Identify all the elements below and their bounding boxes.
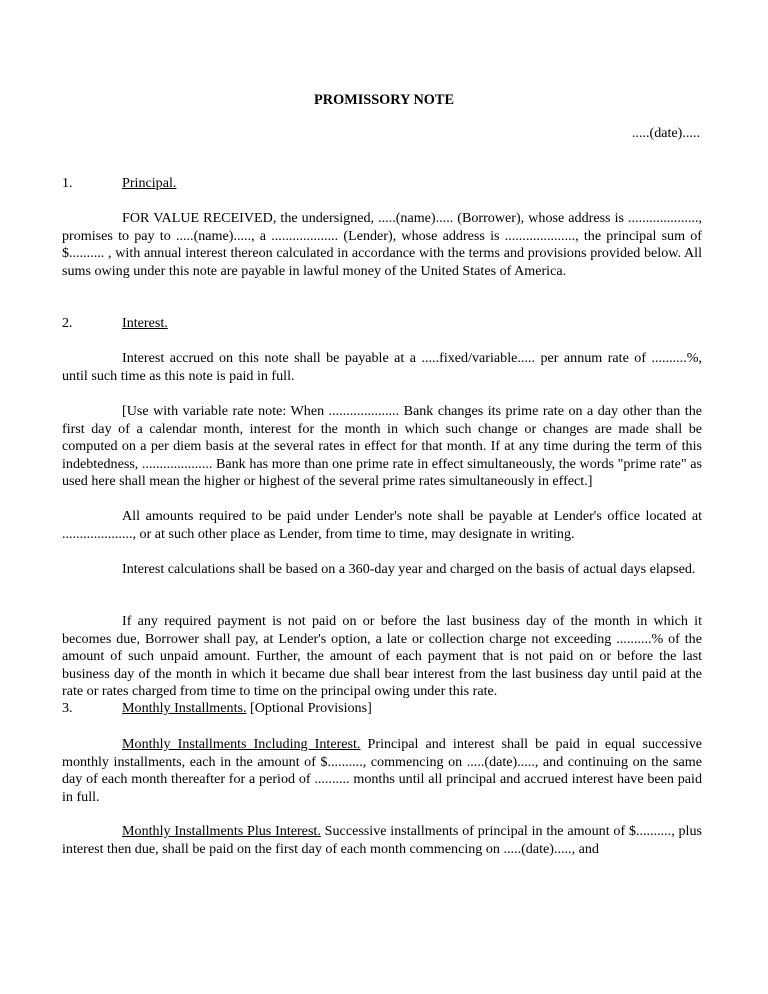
subsection-heading: Monthly Installments Plus Interest.	[122, 823, 321, 839]
section-heading: Interest.	[122, 315, 168, 331]
section-heading-note: [Optional Provisions]	[250, 700, 372, 716]
subsection-text: Successive installments of principal in the amount of $.........., plus interest then due, shall be paid on the first day of each month commencing on .....(date)....., and	[62, 823, 702, 857]
paragraph-interest-calculation: Interest calculations shall be based on a 360-day year and charged on the basis of actual days elapsed.	[122, 561, 696, 577]
document-title: PROMISSORY NOTE	[314, 92, 454, 108]
section-number: 2.	[62, 315, 73, 331]
paragraph-installments-plus-interest	[62, 823, 702, 858]
paragraph-variable-rate: [Use with variable rate note: When .................... Bank changes its prime rate on a day other than the first day of a calendar month, interest for the month in which such change or changes are made shall be computed on a per diem basis at the several rates in effect for that month. If at any time during the term of this indebtedness, .................... Bank has more than one prime rate in effect simultaneously, the words "prime rate" as used here shall mean the higher or highest of the several prime rates simultaneously in effect.]	[62, 403, 702, 490]
paragraph-installments-including-interest	[62, 736, 702, 806]
paragraph-payment-location: All amounts required to be paid under Lender's note shall be payable at Lender's office located at ...................., or at such other place as Lender, from time to time, may designate in writing.	[62, 508, 702, 542]
section-number: 1.	[62, 175, 73, 191]
subsection-text: Principal and interest shall be paid in equal successive monthly installments, each in the amount of $.........., commencing on .....(date)....., and continuing on the same day of each month thereafter for a period of .......... months until all principal and accrued interest have been paid in full.	[62, 736, 703, 805]
section-number: 3.	[62, 700, 73, 716]
document-date: .....(date).....	[631, 125, 700, 141]
subsection-heading: Monthly Installments Including Interest.	[122, 736, 361, 752]
section-heading-group	[122, 700, 372, 718]
paragraph-late-charge: If any required payment is not paid on or before the last business day of the month in which it becomes due, Borrower shall pay, at Lender's option, a late or collection charge not exceeding ..........% of the amount of such unpaid amount. Further, the amount of each payment that is not paid on or before the last business day of the month in which it became due shall bear interest from the last business day until paid at the rate or rates charged from time to time on the principal owing under this rate.	[62, 613, 702, 700]
section-heading: Monthly Installments.	[122, 700, 247, 716]
paragraph-principal: FOR VALUE RECEIVED, the undersigned, .....(name)..... (Borrower), whose address is ...................., promises to pay to .....(name)....., a ................... (Lender), whose address is ...................., the principal sum of $.......... , with annual interest thereon calculated in accordance with the terms and provisions provided below. All sums owing under this note are payable in lawful money of the United States of America.	[62, 210, 702, 279]
paragraph-interest-rate: Interest accrued on this note shall be payable at a .....fixed/variable..... per annum rate of ..........%, until such time as this note is paid in full.	[62, 350, 702, 384]
section-heading: Principal.	[122, 175, 177, 191]
